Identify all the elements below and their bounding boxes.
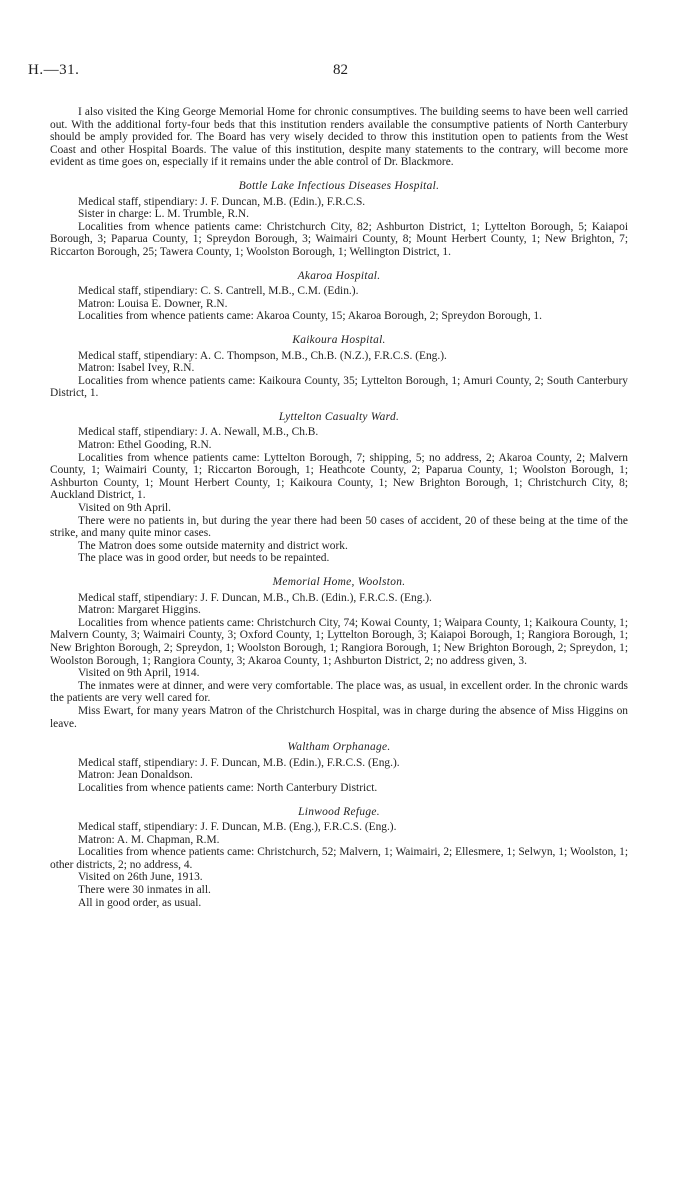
note-line: There were 30 inmates in all. [78, 884, 211, 897]
medical-staff-line: Medical staff, stipendiary: J. F. Duncan, M.B. (Eng.), F.R.C.S. (Eng.). [78, 821, 397, 834]
note-line: Visited on 9th April, 1914. [78, 667, 200, 680]
section-heading: Memorial Home, Woolston. [272, 576, 406, 588]
medical-staff-line: Medical staff, stipendiary: J. F. Duncan, M.B., Ch.B. (Edin.), F.R.C.S. (Eng.). [78, 591, 432, 604]
staff-line: Sister in charge: L. M. Trumble, R.N. [78, 208, 249, 221]
intro-paragraph: I also visited the King George Memorial Home for chronic consumptives. The building seems to have been well carried out. With the additional forty-four beds that this institution renders available the consumptive patients of North Canterbury should be amply provided for. The Board has very wisely decided to throw this institution open to patients from the West Coast and other Hospital Boards. The value of this institution, despite many statements to the contrary, will become more evident as time goes on, especially if it remains under the able control of Dr. Blackmore. [50, 106, 628, 169]
medical-staff-line: Medical staff, stipendiary: J. F. Duncan, M.B. (Edin.), F.R.C.S. [78, 195, 366, 208]
staff-line: Matron: Margaret Higgins. [78, 604, 201, 617]
staff-line: Matron: Isabel Ivey, R.N. [78, 362, 195, 375]
note-line: There were no patients in, but during the year there had been 50 cases of accident, 20 of these being at the time of the strike, and many quite minor cases. [50, 514, 628, 540]
note-line: Visited on 26th June, 1913. [78, 871, 203, 884]
localities-paragraph: Localities from whence patients came: Christchurch, 52; Malvern, 1; Waimairi, 2; Ellesmere, 1; Selwyn, 1; Woolston, 1; other districts, 2; no address, 4. [50, 846, 628, 871]
note-line: Visited on 9th April. [78, 502, 171, 515]
staff-line: Matron: Jean Donaldson. [78, 769, 193, 782]
section-heading: Akaroa Hospital. [297, 269, 381, 282]
note-line: The Matron does some outside maternity and district work. [78, 539, 348, 552]
medical-staff-line: Medical staff, stipendiary: A. C. Thompson, M.B., Ch.B. (N.Z.), F.R.C.S. (Eng.). [78, 349, 447, 362]
medical-staff-line: Medical staff, stipendiary: C. S. Cantrell, M.B., C.M. (Edin.). [78, 285, 359, 298]
section-akaroa [50, 270, 628, 323]
staff-line: Matron: A. M. Chapman, R.M. [78, 833, 220, 846]
section-lyttelton [50, 411, 628, 565]
staff-line: Matron: Ethel Gooding, R.N. [78, 439, 212, 452]
section-heading: Kaikoura Hospital. [292, 333, 386, 346]
staff-line: Matron: Louisa E. Downer, R.N. [78, 297, 228, 310]
note-line: All in good order, as usual. [78, 896, 202, 909]
localities-paragraph: Localities from whence patients came: Christchurch City, 82; Ashburton District, 1; Lyttelton Borough, 5; Kaiapoi Borough, 3; Paparua County, 1; Spreydon Borough, 3; Waimairi County, 8; Mount Herbert County, 1; New Brighton, 7; Riccarton Borough, 25; Tawera County, 1; Woolston Borough, 1; Wellington District, 1. [50, 220, 628, 258]
note-line: The inmates were at dinner, and were very comfortable. The place was, as usual, in excellent order. In the chronic wards the patients are very well cared for. [50, 679, 628, 705]
localities-paragraph: Localities from whence patients came: Christchurch City, 74; Kowai County, 1; Waipara County, 1; Kaikoura County, 1; Malvern County, 3; Waimairi County, 3; Oxford County, 1; Lyttelton Borough, 3; Kaiapoi Borough, 1; Rangiora Borough, 1; New Brighton Borough, 2; Spreydon, 1; Woolston Borough, 1; Rangiora Borough, 1; New Brighton Borough, 2; Spreydon, 1; Woolston Borough, 1; Rangiora County, 3; Akaroa County, 1; Ashburton District, 2; no address given, 3. [50, 616, 628, 667]
medical-staff-line: Medical staff, stipendiary: J. F. Duncan, M.B. (Edin.), F.R.C.S. (Eng.). [78, 756, 400, 769]
localities-paragraph: Localities from whence patients came: Akaroa County, 15; Akaroa Borough, 2; Spreydon Borough, 1. [78, 310, 542, 323]
section-heading: Lyttelton Casualty Ward. [278, 410, 400, 423]
note-line: Miss Ewart, for many years Matron of the Christchurch Hospital, was in charge during the absence of Miss Higgins on leave. [50, 704, 628, 730]
localities-paragraph: Localities from whence patients came: North Canterbury District. [78, 781, 378, 794]
section-bottle-lake [50, 180, 628, 259]
document-reference: H.—31. [28, 62, 80, 78]
note-line: The place was in good order, but needs to be repainted. [78, 552, 330, 565]
section-waltham [50, 741, 628, 794]
page-header [0, 64, 700, 84]
page-number: 82 [333, 62, 348, 78]
section-linwood [50, 806, 628, 910]
section-memorial-home [50, 576, 628, 730]
localities-paragraph: Localities from whence patients came: Lyttelton Borough, 7; shipping, 5; no address, 2; Akaroa County, 2; Malvern County, 1; Waimairi County, 1; Riccarton Borough, 1; Heathcote County, 2; Paparua County, 1; Woolston Borough, 1; Ashburton County, 1; Mount Herbert County, 1; Kaikoura County, 1; New Brighton Borough, 1; Christchurch City, 8; Auckland District, 1. [50, 451, 628, 502]
section-heading: Linwood Refuge. [298, 805, 380, 818]
section-kaikoura [50, 334, 628, 400]
page-body [50, 106, 628, 909]
section-heading: Bottle Lake Infectious Diseases Hospital. [238, 179, 440, 192]
medical-staff-line: Medical staff, stipendiary: J. A. Newall, M.B., Ch.B. [78, 426, 319, 439]
localities-paragraph: Localities from whence patients came: Kaikoura County, 35; Lyttelton Borough, 1; Amuri County, 2; South Canterbury District, 1. [50, 374, 628, 400]
section-heading: Waltham Orphanage. [287, 741, 391, 754]
